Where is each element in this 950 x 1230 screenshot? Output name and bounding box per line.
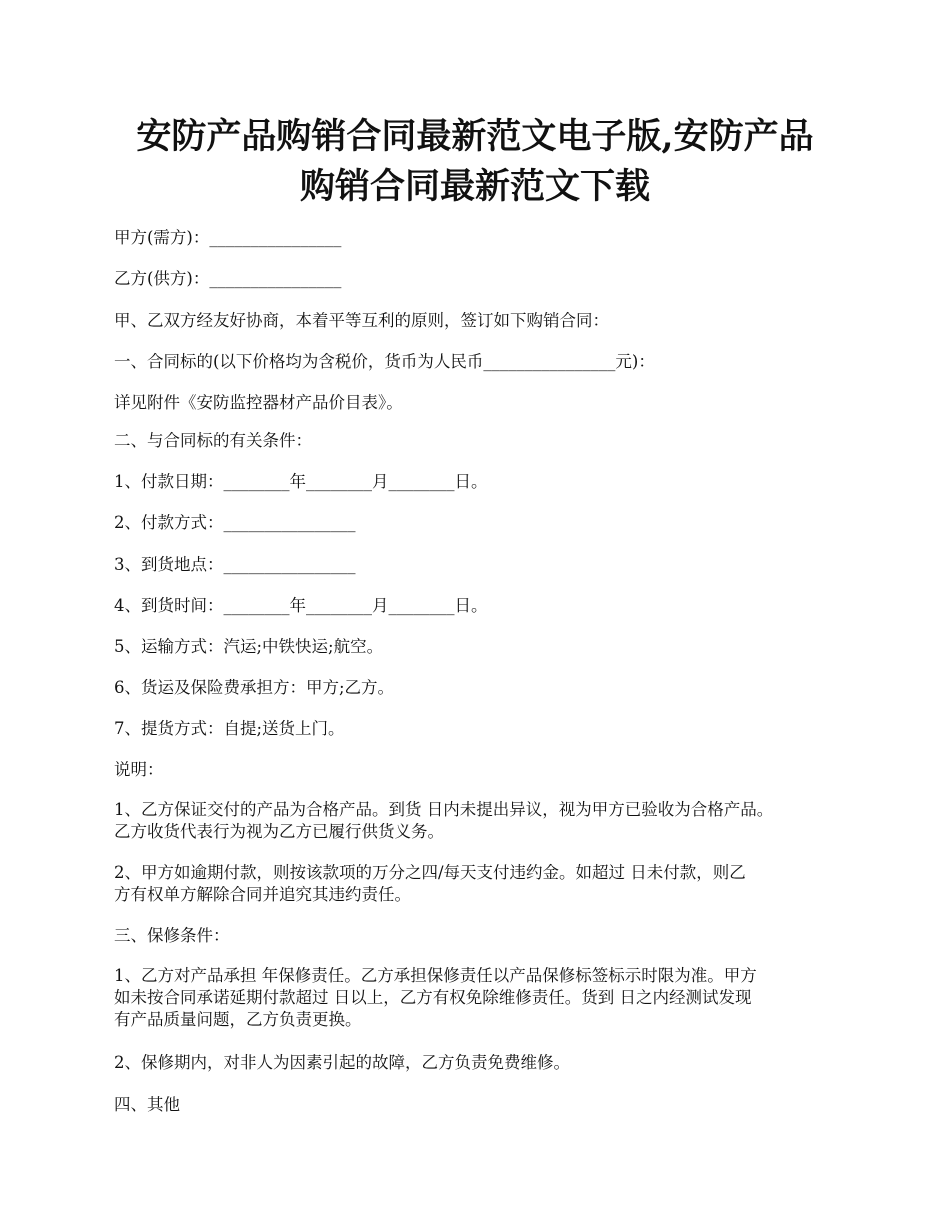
note-1-line: 乙方收货代表行为视为乙方已履行供货义务。 <box>114 822 444 841</box>
section-3-item-1-line: 有产品质量问题，乙方负责更换。 <box>114 1010 362 1029</box>
title-line-2: 购销合同最新范文下载 <box>299 166 650 207</box>
section-3-item-2: 2、保修期内，对非人为因素引起的故障，乙方负责免费维修。 <box>114 1053 570 1072</box>
section-2-heading: 二、与合同标的有关条件： <box>114 431 312 450</box>
preamble: 甲、乙双方经友好协商，本着平等互利的原则，签订如下购销合同： <box>114 311 609 330</box>
section-2-item: 7、提货方式：自提;送货上门。 <box>114 719 345 738</box>
title-line-1: 安防产品购销合同最新范文电子版,安防产品 <box>136 116 814 157</box>
section-3-item-1-line: 如未按合同承诺延期付款超过 日以上，乙方有权免除维修责任。货到 日之内经测试发现 <box>114 988 752 1007</box>
section-2-item: 1、付款日期：________年________月________日。 <box>114 472 488 491</box>
section-2-item: 2、付款方式：________________ <box>114 513 356 532</box>
note-2-line: 2、甲方如逾期付款，则按该款项的万分之四/每天支付违约金。如超过 日未付款，则乙 <box>114 863 746 882</box>
note-2-line: 方有权单方解除合同并追究其违约责任。 <box>114 885 411 904</box>
section-2-item: 4、到货时间：________年________月________日。 <box>114 596 488 615</box>
section-4-heading: 四、其他 <box>114 1095 180 1114</box>
section-2-item: 3、到货地点：________________ <box>114 555 356 574</box>
section-1-detail: 详见附件《安防监控器材产品价目表》。 <box>114 393 403 412</box>
section-2-item: 5、运输方式：汽运;中铁快运;航空。 <box>114 637 384 656</box>
notes-heading: 说明： <box>114 760 164 779</box>
party-b-line: 乙方(供方)：________________ <box>114 269 342 288</box>
section-1-heading: 一、合同标的(以下价格均为含税价，货币为人民币________________元)： <box>114 352 655 371</box>
note-2 <box>114 862 874 906</box>
section-2-item: 6、货运及保险费承担方：甲方;乙方。 <box>114 678 395 697</box>
party-a-line: 甲方(需方)：________________ <box>114 228 342 247</box>
section-3-item-1 <box>114 965 874 1031</box>
note-1-line: 1、乙方保证交付的产品为合格产品。到货 日内未提出异议，视为甲方已验收为合格产品。 <box>114 800 774 819</box>
section-3-item-1-line: 1、乙方对产品承担 年保修责任。乙方承担保修责任以产品保修标签标示时限为准。甲方 <box>114 966 757 985</box>
document-title <box>90 112 860 212</box>
note-1 <box>114 799 874 843</box>
section-3-heading: 三、保修条件： <box>114 926 230 945</box>
